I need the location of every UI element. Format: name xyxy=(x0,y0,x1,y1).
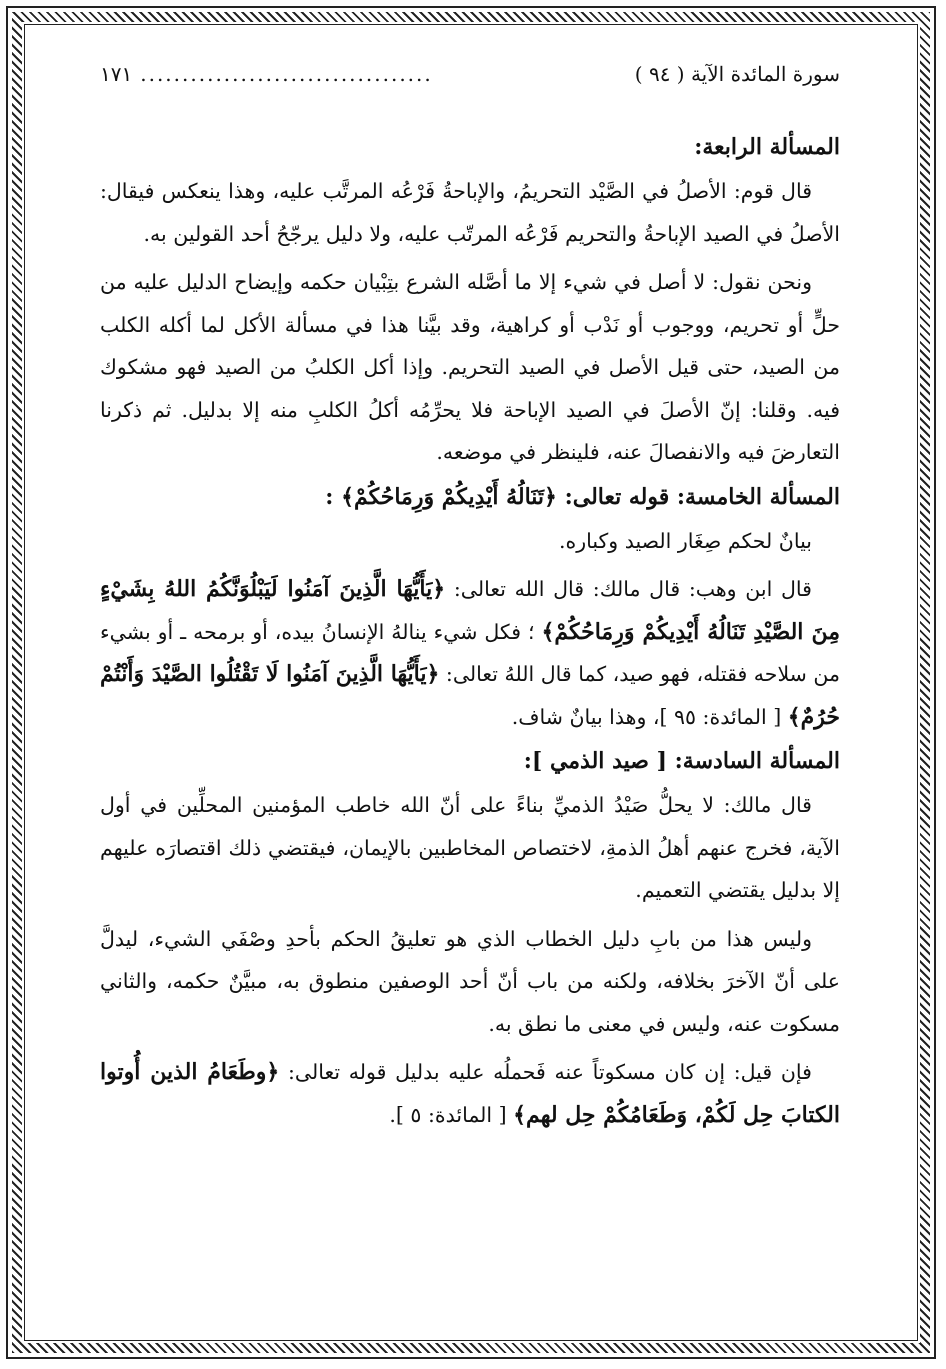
section-title-fifth-colon: : xyxy=(325,483,334,510)
section-title-sixth: المسألة السادسة: [ صيد الذمي ]: xyxy=(523,748,840,774)
paragraph-fourth-1: قال قوم: الأصلُ في الصَّيْد التحريمُ، والإباحةُ فَرْعُه المرتَّب عليه، وهذا ينعكس فيقال: الأصلُ في الصيد الإباحةُ والتحريم فَرْعُه المرتّب عليه، ولا دليل يرجّحُ أحد القولين به. xyxy=(100,179,840,246)
paragraph-sixth-2: وليس هذا من بابِ دليل الخطاب الذي هو تعليقُ الحكم بأحدِ وصْفَي الشيء، ليدلَّ على أنّ الآخرَ بخلافه، ولكنه من باب أنّ أحد الوصفين منطوق به، مبيَّنٌ حكمه، والثاني مسكوت عنه، وليس في معنى ما نطق به. xyxy=(100,926,840,1036)
section-title-fifth xyxy=(100,474,840,520)
paragraph-sixth-1: قال مالك: لا يحلُّ صَيْدُ الذميِّ بناءً على أنّ الله خاطب المؤمنين المحلِّين في أول الآية، فخرج عنهم أهلُ الذمةِ، لاختصاص المخاطبين بالإيمان، فيقتضي ذلك اقتصارَه عليهم إلا بدليل يقتضي التعميم. xyxy=(100,793,840,902)
paragraph-sixth-3-intro: فإن قيل: إن كان مسكوتاً عنه فَحملُه عليه بدليل قوله تعالى: xyxy=(287,1060,812,1084)
paragraph-fourth-2: ونحن نقول: لا أصل في شيء إلا ما أصَّله الشرع بتِبْيان حكمه وإيضاح الدليل عليه من حلٍّ أو تحريم، ووجوب أو نَدْب أو كراهية، وقد بيَّنا هذا في مسألة الأكل لما أكله الكلب من الصيد، حتى قيل الأصل في الصيد التحريم. وإذا أكل الكلبُ من الصيد فهو مشكوك فيه. وقلنا: إنّ الأصلَ في الصيد الإباحة فلا يحرِّمُه أكلُ الكلبِ منه إلا بدليل. ثم ذكرنا التعارضَ فيه والانفصالَ عنه، فلينظر في موضعه. xyxy=(100,270,840,464)
page-number: ١٧١ xyxy=(100,62,133,86)
paragraph-fifth-2 xyxy=(100,568,840,738)
paragraph-sixth-3-end: [ المائدة: ٥ ]. xyxy=(389,1102,507,1127)
paragraph-fifth-2-middle: ؛ فكل شيء ينالهُ الإنسانُ بيده، أو برمحه ـ أو بشيء من سلاحه فقتله، فهو صيد، كما قال اللهُ تعالى: xyxy=(100,619,840,686)
section-title-fifth-text: المسألة الخامسة: قوله تعالى: xyxy=(564,483,840,510)
running-header xyxy=(100,62,840,106)
page-content xyxy=(100,62,840,1136)
quran-verse-fifth-title: ﴿تَنَالُهُ أَيْدِيكُمْ وَرِمَاحُكُمْ﴾ xyxy=(341,483,557,510)
paragraph-fifth-2-intro: قال ابن وهب: قال مالك: قال الله تعالى: xyxy=(453,577,812,601)
quran-verse-sixth: ﴿وطَعَامُ الذين أُوتوا الكتابَ حِل لَكُمْ، وَطَعَامُكُمْ حِل لهم﴾ xyxy=(100,1059,840,1128)
quran-verse-fifth-2: ﴿يَأَيُّهَا الَّذِينَ آمَنُوا لَا تَقْتُلُوا الصَّيْدَ وَأَنْتُمْ حُرُمٌ﴾ xyxy=(100,661,840,730)
header-leader-dots: ................................... xyxy=(140,62,433,86)
header-title: سورة المائدة الآية ( ٩٤ ) xyxy=(634,62,840,86)
paragraph-fifth-2-end: [ المائدة: ٩٥ ]، وهذا بيانٌ شاف. xyxy=(511,704,782,729)
paragraph-sixth-3 xyxy=(100,1051,840,1136)
paragraph-fifth-1: بيانٌ لحكم صِغَار الصيد وكباره. xyxy=(558,528,812,553)
section-title-fourth: المسألة الرابعة: xyxy=(694,134,840,160)
quran-verse-fifth-1: ﴿يَأَيُّهَا الَّذِينَ آمَنُوا لَيَبْلُوَنَّكُمُ اللهُ بِشَيْءٍ مِنَ الصَّيْدِ تَنَالُهُ أَيْدِيكُمْ وَرِمَاحُكُمْ﴾ xyxy=(100,576,840,645)
